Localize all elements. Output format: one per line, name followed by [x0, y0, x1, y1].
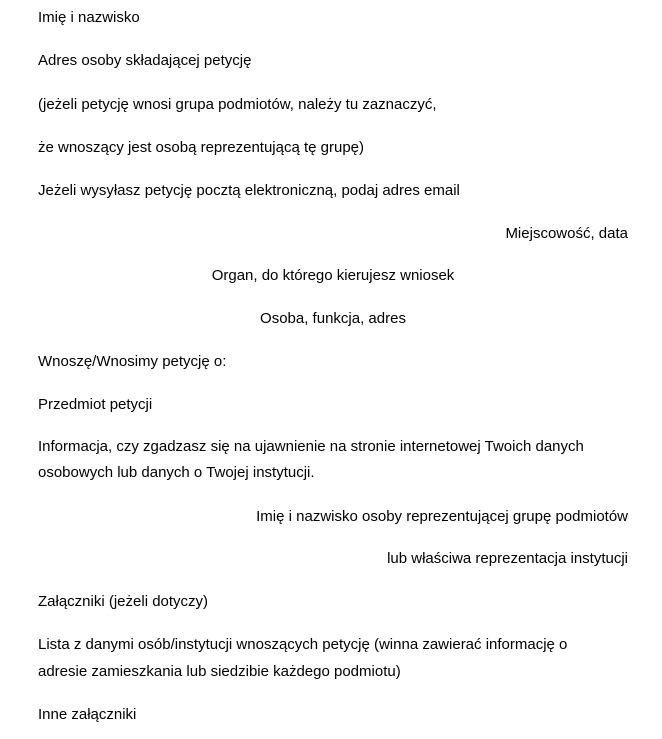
consent-line-2: osobowych lub danych o Twojej instytucji. [38, 464, 315, 481]
recipient-person: Osoba, funkcja, adres [260, 310, 406, 327]
consent-line-1: Informacja, czy zgadzasz się na ujawnienie na stronie internetowej Twoich danych [38, 438, 584, 455]
address-label: Adres osoby składającej petycję [38, 52, 252, 69]
signature-line-1: Imię i nazwisko osoby reprezentującej grupę podmiotów [256, 508, 628, 525]
petition-intro: Wnoszę/Wnosimy petycję o: [38, 353, 227, 370]
recipient-body: Organ, do którego kierujesz wniosek [211, 267, 455, 284]
list-note-line-2: adresie zamieszkania lub siedzibie każdego podmiotu) [38, 663, 401, 680]
other-attachments: Inne załączniki [38, 706, 137, 723]
email-note: Jeżeli wysyłasz petycję pocztą elektroniczną, podaj adres email [38, 182, 460, 199]
group-note-line-1: (jeżeli petycję wnosi grupa podmiotów, należy tu zaznaczyć, [38, 96, 437, 113]
attachments-label: Załączniki (jeżeli dotyczy) [38, 593, 209, 610]
group-note-line-2: że wnoszący jest osobą reprezentującą tę grupę) [38, 139, 365, 156]
list-note-line-1: Lista z danymi osób/instytucji wnoszących petycję (winna zawierać informację o [38, 636, 568, 653]
petition-subject: Przedmiot petycji [38, 396, 153, 413]
signature-line-2: lub właściwa reprezentacja instytucji [387, 550, 628, 567]
name-label: Imię i nazwisko [38, 9, 140, 26]
place-date: Miejscowość, data [505, 225, 628, 242]
